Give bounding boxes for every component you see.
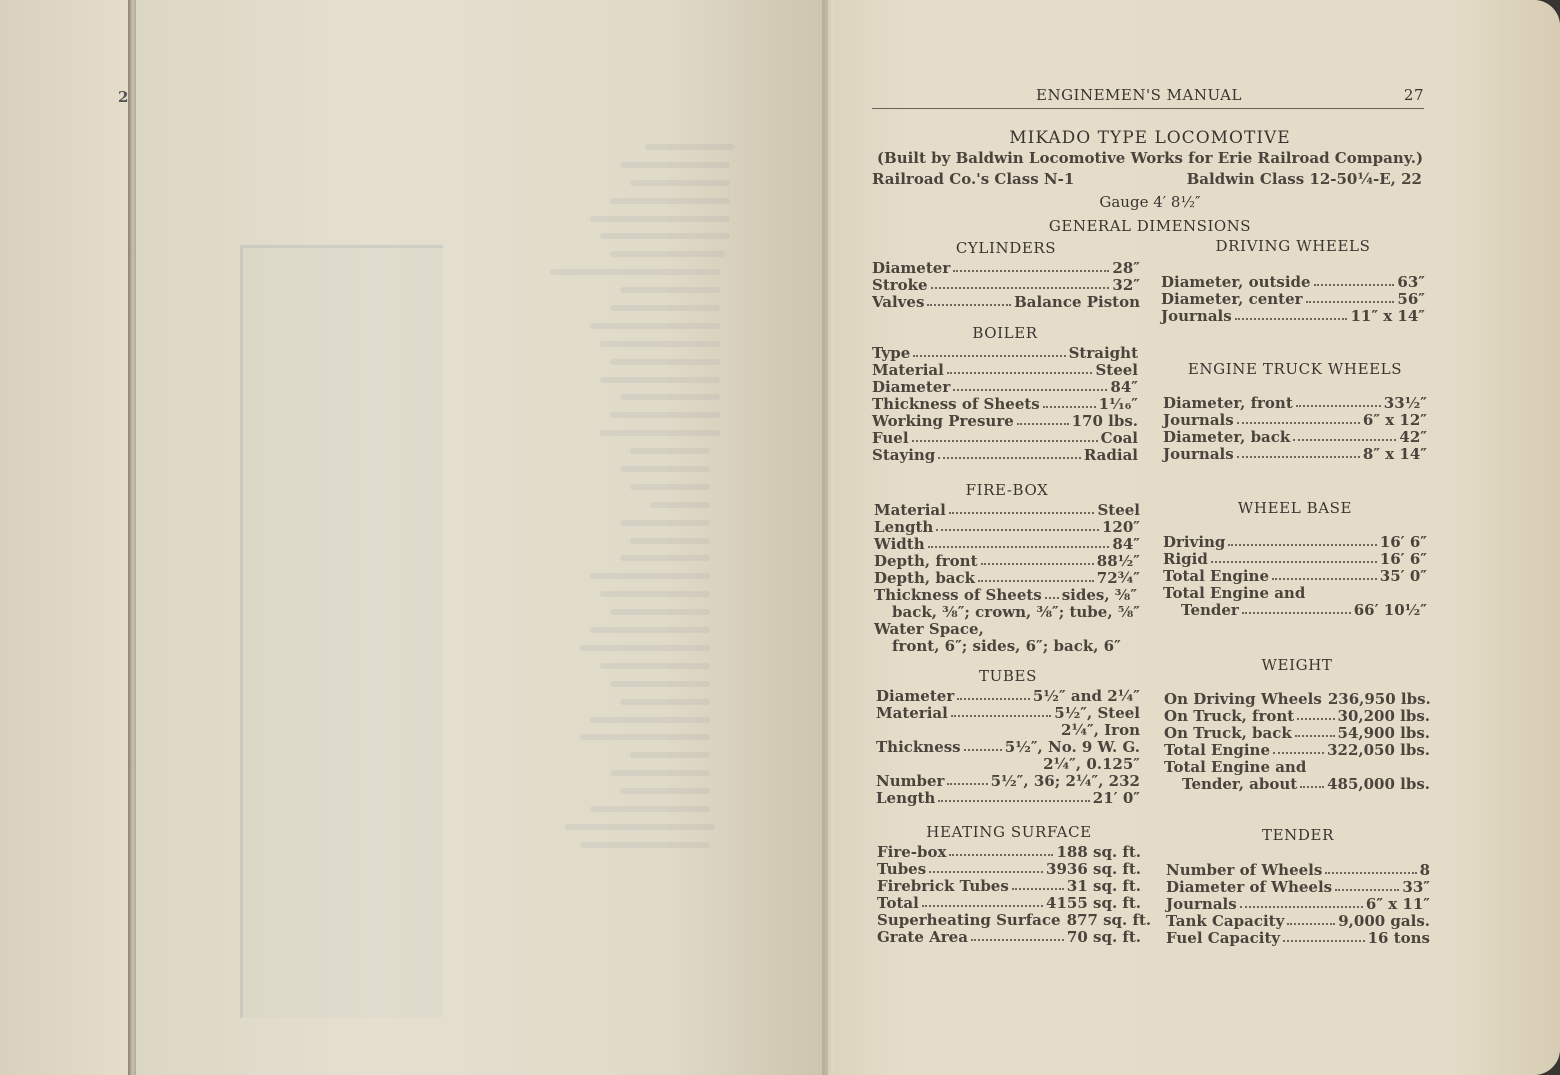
spec-row bbox=[1166, 879, 1430, 896]
row-label: Firebrick Tubes bbox=[877, 877, 1009, 895]
row-value: Steel bbox=[1095, 361, 1138, 379]
spec-row bbox=[874, 553, 1140, 570]
spine-binding bbox=[128, 0, 136, 1075]
bleed-through-text bbox=[470, 135, 790, 851]
leader-dots bbox=[1235, 308, 1348, 320]
leader-dots bbox=[949, 502, 1095, 514]
row-label: Diameter, outside bbox=[1161, 273, 1311, 291]
heating-surface-section bbox=[877, 823, 1152, 946]
leader-dots bbox=[1017, 413, 1069, 425]
running-head bbox=[872, 86, 1424, 109]
row-label: Depth, front bbox=[874, 552, 978, 570]
row-value: 32″ bbox=[1112, 276, 1140, 294]
row-value: 28″ bbox=[1112, 259, 1140, 277]
row-label: On Truck, back bbox=[1164, 724, 1292, 742]
row-value: 3936 sq. ft. bbox=[1046, 860, 1141, 878]
row-value: 16′ 6″ bbox=[1379, 533, 1427, 551]
driving-wheels-section bbox=[1161, 237, 1425, 325]
weight-total-label: Total Engine and bbox=[1164, 758, 1307, 776]
spec-row bbox=[1164, 725, 1430, 742]
leader-dots bbox=[1045, 587, 1059, 599]
weight-tender-row bbox=[1164, 776, 1430, 793]
row-label: Material bbox=[872, 361, 944, 379]
spec-row bbox=[874, 502, 1140, 519]
row-value: sides, ⅜″ bbox=[1061, 586, 1138, 604]
leader-dots bbox=[957, 688, 1030, 700]
row-value: 84″ bbox=[1112, 535, 1140, 553]
row-value: 35′ 0″ bbox=[1379, 567, 1427, 585]
row-value: Straight bbox=[1068, 344, 1138, 362]
row-label: Staying bbox=[872, 446, 936, 464]
baldwin-class: Baldwin Class 12-50¼-E, 22 bbox=[1186, 170, 1422, 188]
spec-row bbox=[874, 519, 1140, 536]
row-value: 72¾″ bbox=[1096, 569, 1140, 587]
leader-dots bbox=[1295, 725, 1335, 737]
section-heading: WEIGHT bbox=[1261, 656, 1333, 674]
gauge-line: Gauge 4′ 8½″ bbox=[1099, 193, 1201, 211]
row-value: 322,050 lbs. bbox=[1327, 741, 1430, 759]
leader-dots bbox=[1228, 534, 1376, 546]
leader-dots bbox=[1297, 708, 1334, 720]
row-value: 5½″, Steel bbox=[1054, 704, 1140, 722]
spec-row bbox=[1161, 308, 1425, 325]
row-value: 5½″, No. 9 W. G. bbox=[1004, 738, 1140, 756]
leader-dots bbox=[1335, 879, 1399, 891]
leader-dots bbox=[913, 345, 1065, 357]
spec-row bbox=[872, 447, 1138, 464]
spec-row bbox=[872, 430, 1138, 447]
leader-dots bbox=[1306, 291, 1395, 303]
section-heading: WHEEL BASE bbox=[1237, 499, 1353, 517]
row-label: Tender bbox=[1181, 601, 1239, 619]
spec-row bbox=[877, 844, 1141, 861]
section-heading: FIRE-BOX bbox=[965, 481, 1049, 499]
row-label: Grate Area bbox=[877, 928, 968, 946]
row-value: 8 bbox=[1419, 861, 1430, 879]
row-label: Stroke bbox=[872, 276, 928, 294]
heating-surface-rows bbox=[877, 843, 1152, 946]
spec-row bbox=[1164, 691, 1430, 708]
leader-dots bbox=[1300, 776, 1324, 788]
row-label: Fuel bbox=[872, 429, 909, 447]
leader-dots bbox=[929, 861, 1043, 873]
row-value: 11″ x 14″ bbox=[1350, 307, 1425, 325]
row-value: 2¼″, Iron bbox=[1060, 721, 1140, 739]
firebox-water-space-cont: front, 6″; sides, 6″; back, 6″ bbox=[892, 637, 1121, 655]
leader-dots bbox=[953, 260, 1109, 272]
spec-row bbox=[877, 878, 1141, 895]
spec-row bbox=[877, 929, 1141, 946]
railroad-class: Railroad Co.'s Class N-1 bbox=[872, 170, 1075, 188]
spec-row bbox=[872, 260, 1140, 277]
engine-truck-wheels-section bbox=[1163, 360, 1427, 463]
row-value: 42″ bbox=[1399, 428, 1427, 446]
tubes-section bbox=[876, 667, 1140, 807]
row-label: On Driving Wheels bbox=[1164, 690, 1322, 708]
spec-row bbox=[872, 396, 1138, 413]
leader-dots bbox=[1211, 551, 1377, 563]
row-label: Diameter bbox=[872, 259, 951, 277]
leader-dots bbox=[1043, 396, 1096, 408]
row-value: 236,950 lbs. bbox=[1327, 690, 1431, 708]
row-label: Depth, back bbox=[874, 569, 976, 587]
section-heading: ENGINE TRUCK WHEELS bbox=[1187, 360, 1403, 378]
row-label: Journals bbox=[1166, 895, 1237, 913]
tender-section bbox=[1166, 826, 1430, 947]
leader-dots bbox=[936, 519, 1099, 531]
leader-dots bbox=[1283, 930, 1365, 942]
section-heading: HEATING SURFACE bbox=[926, 823, 1092, 841]
row-value: 8″ x 14″ bbox=[1362, 445, 1427, 463]
leader-dots bbox=[928, 536, 1110, 548]
row-label: Diameter bbox=[872, 378, 951, 396]
row-label: Diameter, front bbox=[1163, 394, 1293, 412]
wheel-base-rows bbox=[1163, 534, 1427, 585]
spec-row bbox=[872, 294, 1140, 311]
leader-dots bbox=[947, 362, 1093, 374]
cylinders-rows bbox=[872, 260, 1140, 311]
section-heading: CYLINDERS bbox=[955, 239, 1057, 257]
row-label: Total Engine bbox=[1163, 567, 1269, 585]
row-value: Balance Piston bbox=[1014, 293, 1140, 311]
spec-row bbox=[872, 413, 1138, 430]
leader-dots bbox=[1272, 568, 1377, 580]
spec-row bbox=[877, 911, 1152, 929]
row-value: 120″ bbox=[1101, 518, 1140, 536]
leader-dots bbox=[1287, 913, 1335, 925]
row-label: Thickness of Sheets bbox=[874, 586, 1042, 604]
row-label: Tender, about bbox=[1182, 775, 1298, 793]
spec-row bbox=[877, 895, 1141, 912]
leader-dots bbox=[951, 705, 1051, 717]
wheel-base-section bbox=[1163, 499, 1427, 619]
row-value: 16′ 6″ bbox=[1379, 550, 1427, 568]
tubes-number-row bbox=[876, 773, 1140, 790]
spec-row bbox=[874, 570, 1140, 587]
spec-row bbox=[1163, 568, 1427, 585]
row-value: 188 sq. ft. bbox=[1056, 843, 1141, 861]
spec-row bbox=[1166, 896, 1430, 913]
spec-row bbox=[1163, 395, 1427, 412]
row-value: 4155 sq. ft. bbox=[1046, 894, 1141, 912]
row-label: Diameter, center bbox=[1161, 290, 1303, 308]
spec-row bbox=[872, 345, 1138, 362]
spec-row bbox=[872, 379, 1138, 396]
cylinders-section bbox=[872, 239, 1140, 311]
row-value: 66′ 10½″ bbox=[1353, 601, 1427, 619]
row-value: 33½″ bbox=[1383, 394, 1427, 412]
leader-dots bbox=[1240, 896, 1363, 908]
row-value: Coal bbox=[1100, 429, 1138, 447]
boiler-rows bbox=[872, 345, 1138, 464]
row-value: 2¼″, 0.125″ bbox=[1043, 755, 1140, 773]
leader-dots bbox=[927, 294, 1011, 306]
row-label: Rigid bbox=[1163, 550, 1208, 568]
leader-dots bbox=[981, 553, 1094, 565]
bleed-through-illustration bbox=[240, 245, 443, 1018]
row-value: 63″ bbox=[1397, 273, 1425, 291]
row-value: 5½″, 36; 2¼″, 232 bbox=[990, 772, 1140, 790]
spec-row bbox=[1163, 446, 1427, 463]
engine-truck-wheels-rows bbox=[1163, 395, 1427, 463]
section-heading: TUBES bbox=[979, 667, 1037, 685]
leader-dots bbox=[1242, 602, 1351, 614]
row-value: 21′ 0″ bbox=[1092, 789, 1140, 807]
leader-dots bbox=[931, 277, 1110, 289]
leader-dots bbox=[953, 379, 1107, 391]
firebox-water-space: Water Space, bbox=[874, 620, 984, 638]
leader-dots bbox=[938, 790, 1089, 802]
row-value: Steel bbox=[1097, 501, 1140, 519]
leader-dots bbox=[922, 895, 1043, 907]
row-label: Total Engine bbox=[1164, 741, 1270, 759]
row-value: 6″ x 12″ bbox=[1362, 411, 1427, 429]
leader-dots bbox=[1237, 446, 1360, 458]
row-label: Fuel Capacity bbox=[1166, 929, 1281, 947]
leader-dots bbox=[1012, 878, 1064, 890]
firebox-thickness-cont: back, ⅜″; crown, ⅜″; tube, ⅝″ bbox=[892, 603, 1140, 621]
row-label: Journals bbox=[1163, 411, 1234, 429]
page-title: MIKADO TYPE LOCOMOTIVE bbox=[1009, 128, 1291, 148]
built-by-line: (Built by Baldwin Locomotive Works for Erie Railroad Company.) bbox=[876, 149, 1424, 167]
leader-dots bbox=[964, 739, 1002, 751]
row-label: Journals bbox=[1163, 445, 1234, 463]
row-label: Number of Wheels bbox=[1166, 861, 1323, 879]
row-value: 16 tons bbox=[1367, 929, 1430, 947]
leader-dots bbox=[1293, 429, 1396, 441]
row-label: Total bbox=[877, 894, 919, 912]
row-label: Thickness of Sheets bbox=[872, 395, 1040, 413]
row-label: Length bbox=[876, 789, 936, 807]
tubes-thickness-cont bbox=[876, 756, 1140, 773]
spec-row bbox=[1163, 534, 1427, 551]
leader-dots bbox=[1296, 395, 1381, 407]
row-label: Number bbox=[876, 772, 945, 790]
row-label: Diameter, back bbox=[1163, 428, 1291, 446]
row-label: Valves bbox=[872, 293, 925, 311]
spec-row bbox=[1163, 551, 1427, 568]
row-value: 6″ x 11″ bbox=[1365, 895, 1430, 913]
row-label: Material bbox=[874, 501, 946, 519]
section-heading: TENDER bbox=[1262, 826, 1334, 844]
row-label: Material bbox=[876, 704, 948, 722]
row-value: 170 lbs. bbox=[1071, 412, 1138, 430]
row-label: Diameter bbox=[876, 687, 955, 705]
spec-row bbox=[1164, 742, 1430, 759]
wheel-base-tender-row bbox=[1163, 602, 1427, 619]
row-value: 485,000 lbs. bbox=[1327, 775, 1430, 793]
tubes-thickness-row bbox=[876, 739, 1140, 756]
row-value: 877 sq. ft. bbox=[1066, 911, 1152, 929]
right-page-number: 27 bbox=[1403, 86, 1424, 104]
spec-row bbox=[1161, 291, 1425, 308]
row-label: Fire-box bbox=[877, 843, 947, 861]
section-heading: BOILER bbox=[972, 324, 1038, 342]
firebox-thickness-row bbox=[874, 587, 1140, 604]
leader-dots bbox=[1325, 862, 1416, 874]
section-heading: DRIVING WHEELS bbox=[1215, 237, 1371, 255]
row-value: 30,200 lbs. bbox=[1337, 707, 1430, 725]
running-head-title: ENGINEMEN'S MANUAL bbox=[1036, 86, 1242, 104]
spec-row bbox=[872, 277, 1140, 294]
row-label: Type bbox=[872, 344, 911, 362]
tubes-material-row bbox=[876, 705, 1140, 722]
leader-dots bbox=[912, 430, 1098, 442]
leader-dots bbox=[1273, 742, 1324, 754]
spec-row bbox=[874, 536, 1140, 553]
row-value: 5½″ and 2¼″ bbox=[1032, 687, 1140, 705]
row-label: Length bbox=[874, 518, 934, 536]
spec-row bbox=[872, 362, 1138, 379]
row-value: 1¹⁄₁₆″ bbox=[1098, 395, 1138, 413]
tubes-diameter-row bbox=[876, 688, 1140, 705]
wheel-base-total-label: Total Engine and bbox=[1163, 584, 1306, 602]
row-label: On Truck, front bbox=[1164, 707, 1295, 725]
tubes-material-cont bbox=[876, 722, 1140, 739]
row-label: Tubes bbox=[877, 860, 927, 878]
spec-row bbox=[1163, 412, 1427, 429]
spec-row bbox=[1166, 930, 1430, 947]
spec-row bbox=[877, 861, 1141, 878]
row-label: Working Presure bbox=[872, 412, 1014, 430]
weight-rows bbox=[1164, 691, 1430, 759]
left-page-edge bbox=[0, 0, 128, 1075]
leader-dots bbox=[1237, 412, 1360, 424]
row-label: Driving bbox=[1163, 533, 1226, 551]
row-label: Superheating Surface bbox=[877, 911, 1061, 929]
firebox-section bbox=[874, 481, 1140, 655]
driving-wheels-rows bbox=[1161, 274, 1425, 325]
row-value: 88½″ bbox=[1096, 552, 1140, 570]
row-value: 54,900 lbs. bbox=[1337, 724, 1430, 742]
row-label: Width bbox=[874, 535, 925, 553]
row-label: Tank Capacity bbox=[1166, 912, 1285, 930]
weight-section bbox=[1164, 656, 1430, 793]
row-label: Diameter of Wheels bbox=[1166, 878, 1333, 896]
spec-row bbox=[1166, 913, 1430, 930]
row-value: 9,000 gals. bbox=[1338, 912, 1430, 930]
spec-row bbox=[1163, 429, 1427, 446]
tender-rows bbox=[1166, 862, 1430, 947]
row-value: 84″ bbox=[1110, 378, 1138, 396]
tubes-length-row bbox=[876, 790, 1140, 807]
row-label: Journals bbox=[1161, 307, 1232, 325]
leader-dots bbox=[1314, 274, 1395, 286]
boiler-section bbox=[872, 324, 1138, 464]
row-value: 33″ bbox=[1402, 878, 1430, 896]
spec-row bbox=[1166, 862, 1430, 879]
general-dimensions-heading: GENERAL DIMENSIONS bbox=[1048, 217, 1252, 235]
left-page-number: 2 bbox=[118, 88, 129, 106]
row-label: Thickness bbox=[876, 738, 961, 756]
spec-row bbox=[1164, 708, 1430, 725]
spec-row bbox=[1161, 274, 1425, 291]
row-value: 31 sq. ft. bbox=[1066, 877, 1141, 895]
leader-dots bbox=[947, 773, 987, 785]
row-value: 56″ bbox=[1397, 290, 1425, 308]
row-value: Radial bbox=[1083, 446, 1138, 464]
leader-dots bbox=[949, 844, 1053, 856]
leader-dots bbox=[938, 447, 1081, 459]
row-value: 70 sq. ft. bbox=[1066, 928, 1141, 946]
leader-dots bbox=[978, 570, 1094, 582]
firebox-rows bbox=[874, 502, 1140, 587]
leader-dots bbox=[971, 929, 1064, 941]
